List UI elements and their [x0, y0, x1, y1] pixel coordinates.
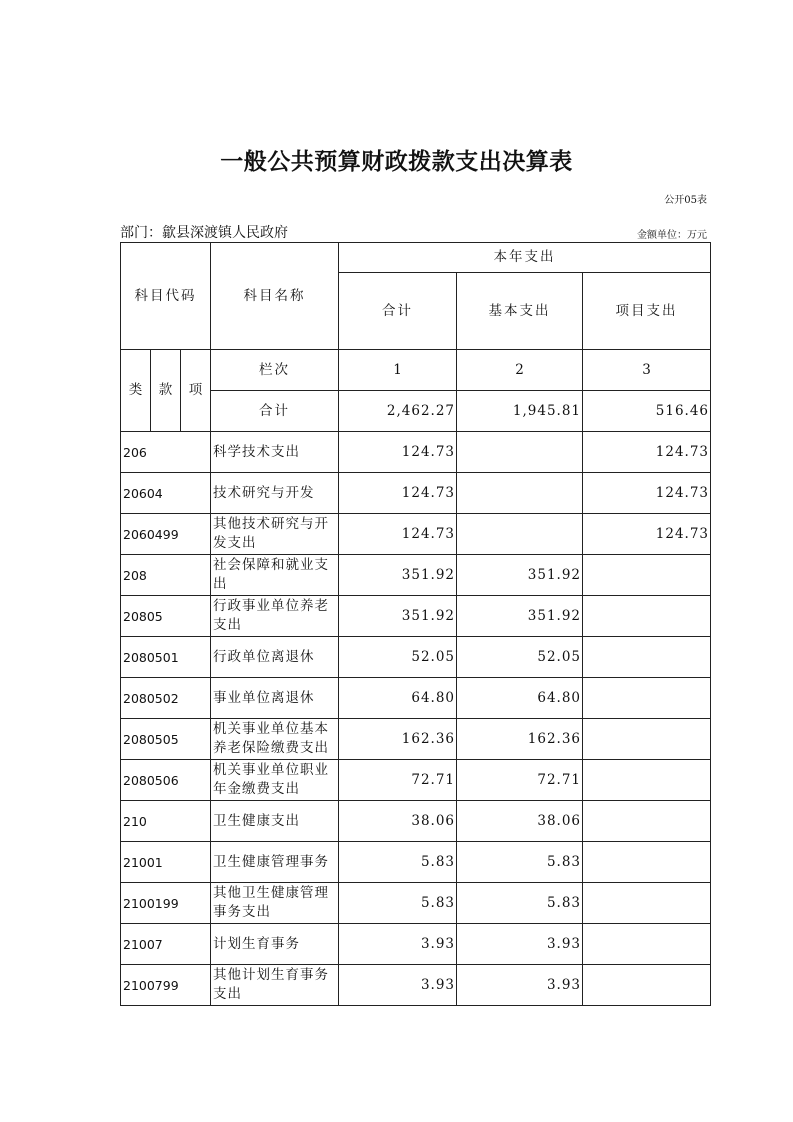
- row-project: [583, 637, 711, 678]
- row-project: [583, 924, 711, 965]
- sum-basic: 1,945.81: [457, 391, 583, 432]
- row-project: [583, 883, 711, 924]
- sum-label: 合计: [211, 391, 339, 432]
- row-basic: [457, 432, 583, 473]
- sum-project: 516.46: [583, 391, 711, 432]
- row-basic: 3.93: [457, 924, 583, 965]
- row-basic: [457, 514, 583, 555]
- row-name: 科学技术支出: [211, 432, 339, 473]
- amount-unit-label: 金额单位：万元: [637, 230, 707, 241]
- header-col1: 1: [339, 350, 457, 391]
- row-project: [583, 596, 711, 637]
- form-number: 公开05表: [664, 195, 707, 206]
- table-row: [121, 678, 711, 719]
- row-project: 124.73: [583, 432, 711, 473]
- row-code: 210: [121, 801, 211, 842]
- header-col3: 3: [583, 350, 711, 391]
- row-code: 2080501: [121, 637, 211, 678]
- header-basic: 基本支出: [457, 273, 583, 350]
- row-project: [583, 842, 711, 883]
- row-total: 124.73: [339, 432, 457, 473]
- row-name: 计划生育事务: [211, 924, 339, 965]
- table-row: [121, 760, 711, 801]
- row-total: 124.73: [339, 514, 457, 555]
- expenditure-table: [120, 242, 711, 1006]
- table-row: [121, 555, 711, 596]
- row-code: 206: [121, 432, 211, 473]
- row-basic: 72.71: [457, 760, 583, 801]
- table-row: [121, 473, 711, 514]
- table-row: [121, 719, 711, 760]
- row-total: 5.83: [339, 883, 457, 924]
- row-code: 208: [121, 555, 211, 596]
- row-total: 3.93: [339, 965, 457, 1006]
- row-code: 2080506: [121, 760, 211, 801]
- row-basic: 52.05: [457, 637, 583, 678]
- table-row: [121, 883, 711, 924]
- row-name: 事业单位离退休: [211, 678, 339, 719]
- row-basic: 162.36: [457, 719, 583, 760]
- row-project: [583, 965, 711, 1006]
- row-code: 2100199: [121, 883, 211, 924]
- row-name: 社会保障和就业支出: [211, 555, 339, 596]
- row-code: 21007: [121, 924, 211, 965]
- row-project: 124.73: [583, 514, 711, 555]
- header-project: 项目支出: [583, 273, 711, 350]
- row-basic: [457, 473, 583, 514]
- row-basic: 5.83: [457, 842, 583, 883]
- header-total: 合计: [339, 273, 457, 350]
- row-code: 21001: [121, 842, 211, 883]
- table-row: [121, 596, 711, 637]
- row-total: 52.05: [339, 637, 457, 678]
- row-code: 20805: [121, 596, 211, 637]
- row-total: 64.80: [339, 678, 457, 719]
- row-basic: 351.92: [457, 596, 583, 637]
- row-basic: 5.83: [457, 883, 583, 924]
- row-basic: 64.80: [457, 678, 583, 719]
- row-total: 162.36: [339, 719, 457, 760]
- row-code: 2100799: [121, 965, 211, 1006]
- table-row: [121, 432, 711, 473]
- row-project: [583, 801, 711, 842]
- row-name: 其他卫生健康管理事务支出: [211, 883, 339, 924]
- table-row: [121, 965, 711, 1006]
- row-total: 3.93: [339, 924, 457, 965]
- header-subject-name: 科目名称: [211, 243, 339, 350]
- table-row: [121, 842, 711, 883]
- header-current-year: 本年支出: [339, 243, 711, 273]
- table-row: [121, 924, 711, 965]
- row-name: 行政事业单位养老支出: [211, 596, 339, 637]
- table-row: [121, 801, 711, 842]
- row-project: [583, 719, 711, 760]
- row-name: 技术研究与开发: [211, 473, 339, 514]
- sum-total: 2,462.27: [339, 391, 457, 432]
- header-lei: 类: [121, 350, 151, 432]
- header-col2: 2: [457, 350, 583, 391]
- row-project: [583, 678, 711, 719]
- row-name: 其他计划生育事务支出: [211, 965, 339, 1006]
- row-name: 其他技术研究与开发支出: [211, 514, 339, 555]
- row-basic: 38.06: [457, 801, 583, 842]
- table-row: [121, 637, 711, 678]
- row-code: 20604: [121, 473, 211, 514]
- header-lanci: 栏次: [211, 350, 339, 391]
- row-name: 行政单位离退休: [211, 637, 339, 678]
- department-label: 部门：歙县深渡镇人民政府: [120, 225, 288, 241]
- row-name: 机关事业单位职业年金缴费支出: [211, 760, 339, 801]
- page-title: 一般公共预算财政拨款支出决算表: [220, 149, 573, 175]
- row-total: 351.92: [339, 555, 457, 596]
- row-project: 124.73: [583, 473, 711, 514]
- header-kuan: 款: [151, 350, 181, 432]
- row-total: 124.73: [339, 473, 457, 514]
- row-code: 2080502: [121, 678, 211, 719]
- row-basic: 3.93: [457, 965, 583, 1006]
- row-name: 卫生健康支出: [211, 801, 339, 842]
- row-total: 351.92: [339, 596, 457, 637]
- row-total: 38.06: [339, 801, 457, 842]
- row-code: 2080505: [121, 719, 211, 760]
- header-subject-code: 科目代码: [121, 243, 211, 350]
- table-row: [121, 514, 711, 555]
- row-total: 72.71: [339, 760, 457, 801]
- header-xiang: 项: [181, 350, 211, 432]
- row-code: 2060499: [121, 514, 211, 555]
- row-name: 卫生健康管理事务: [211, 842, 339, 883]
- row-total: 5.83: [339, 842, 457, 883]
- row-project: [583, 760, 711, 801]
- row-basic: 351.92: [457, 555, 583, 596]
- row-name: 机关事业单位基本养老保险缴费支出: [211, 719, 339, 760]
- row-project: [583, 555, 711, 596]
